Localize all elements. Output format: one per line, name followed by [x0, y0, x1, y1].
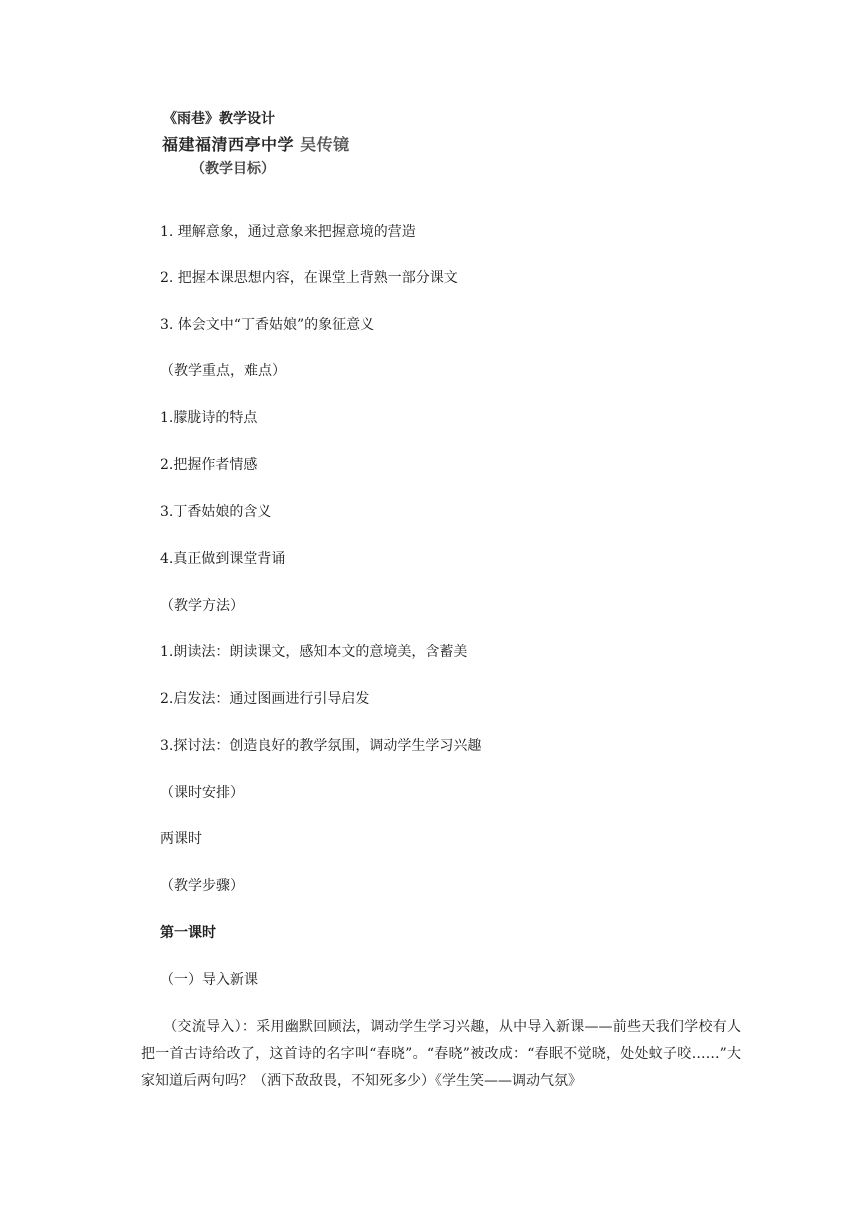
methods-heading: （教学方法） [160, 598, 244, 614]
school-name: 福建福清西亭中学 [162, 135, 295, 154]
lesson-one-heading: 第一课时 [160, 925, 216, 941]
schedule-heading: （课时安排） [160, 785, 244, 801]
key-point-2: 2.把握作者情感 [160, 457, 258, 473]
goal-item-3: 3. 体会文中“丁香姑娘”的象征意义 [160, 317, 375, 333]
school-author-line [162, 132, 350, 155]
author-name: 吴传镜 [300, 135, 350, 154]
method-2: 2.启发法：通过图画进行引导启发 [160, 691, 370, 707]
key-point-3: 3.丁香姑娘的含义 [160, 504, 272, 520]
intro-paragraph [141, 1014, 741, 1095]
goals-heading: （教学目标） [191, 161, 275, 177]
document-title: 《雨巷》教学设计 [163, 111, 275, 127]
section-one-heading: （一）导入新课 [160, 972, 258, 988]
goal-item-2: 2. 把握本课思想内容，在课堂上背熟一部分课文 [160, 270, 458, 286]
goal-item-1: 1. 理解意象，通过意象来把握意境的营造 [160, 224, 416, 240]
steps-heading: （教学步骤） [160, 878, 244, 894]
key-point-1: 1.朦胧诗的特点 [160, 410, 258, 426]
schedule-value: 两课时 [160, 831, 202, 847]
key-points-heading: （教学重点，难点） [160, 363, 286, 379]
method-1: 1.朗读法：朗读课文，感知本文的意境美，含蓄美 [160, 644, 468, 660]
method-3: 3.探讨法：创造良好的教学氛围，调动学生学习兴趣 [160, 738, 482, 754]
intro-paragraph-text: （交流导入）：采用幽默回顾法，调动学生学习兴趣，从中导入新课——前些天我们学校有人把一首古诗给改了，这首诗的名字叫“春晓”。“春晓”被改成：“春眠不觉晓，处处蚊子咬……”大家知道后两句吗？（洒下敌敌畏，不知死多少）《学生笑——调动气氛》 [141, 1019, 741, 1089]
key-point-4: 4.真正做到课堂背诵 [160, 551, 286, 567]
